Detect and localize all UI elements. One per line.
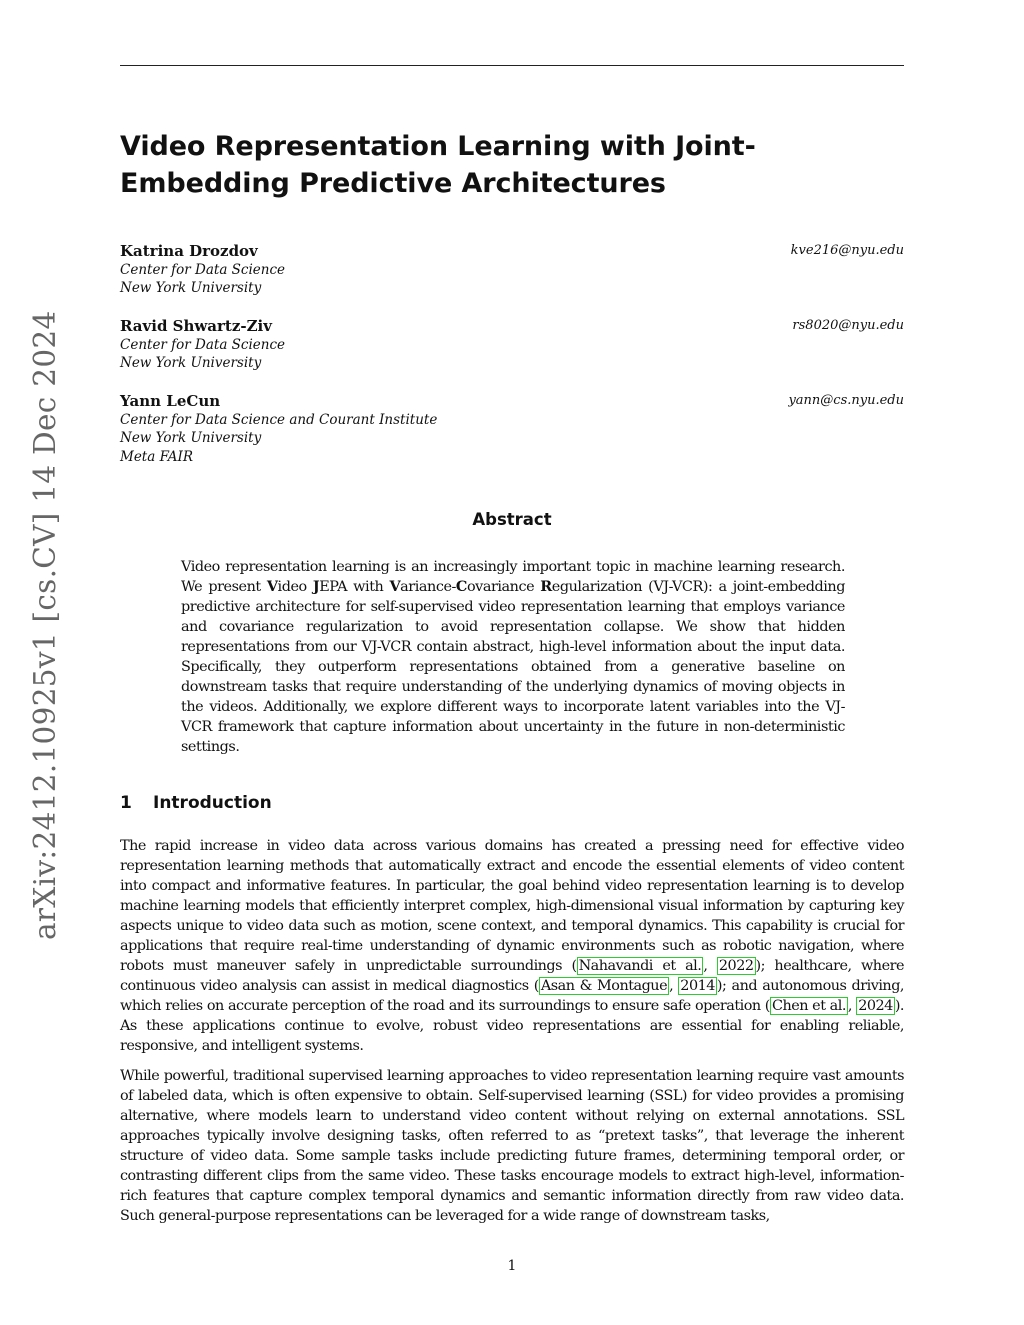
- section-title: Introduction: [153, 793, 272, 813]
- author-name: Yann LeCun: [120, 392, 221, 410]
- citation-year-link[interactable]: 2022: [718, 958, 754, 974]
- author-email[interactable]: yann@cs.nyu.edu: [788, 393, 904, 408]
- intro-paragraph: The rapid increase in video data across various domains has created a pressing need for effective video representation learning methods that automatically extract and encode the essential elements of video content into compact and informative features. In particular, the goal behind video representation learning is to develop machine learning models that efficiently interpret complex, high-dimensional visual information by capturing key aspects unique to video data such as motion, scene context, and temporal dynamics. This capability is crucial for applications that require real-time understanding of dynamic environments such as robotic navigation, where robots must maneuver safely in unpredictable surroundings ( Nahavandi et al. , 2022 ); healthcare, where continuous video analysis can assist in medical diagnostics ( Asan & Montague , 2014 ); and autonomous driving, which relies on accurate perception of the road and its surroundings to ensure safe operation ( Chen et al. , 2024 ). As these applications continue to evolve, robust video representations are essential for enabling reliable, responsive, and intelligent systems.: [120, 838, 905, 1054]
- abstract-heading: Abstract: [472, 510, 552, 529]
- author-affiliation: New York University: [120, 280, 262, 296]
- author-affiliation: Center for Data Science and Courant Institute: [120, 411, 438, 428]
- top-rule: [120, 65, 904, 66]
- page-number: 1: [507, 1258, 517, 1274]
- abstract-text: Video representation learning is an increasingly important topic in machine learning research. We present Video JEPA with Variance-Covariance Regularization (VJ-VCR): a joint-embedding predictive architecture for self-supervised video representation learning that employs variance and covariance regularization to avoid representation collapse. We show that hidden representations from our VJ-VCR contain abstract, high-level information about the input data. Specifically, they outperform representations obtained from a generative baseline on downstream tasks that require understanding of the underlying dynamics of moving objects in the videos. Additionally, we explore different ways to incorporate latent variables into the VJ-VCR framework that capture information about uncertainty in the future in non-deterministic settings.: [181, 559, 845, 755]
- author-affiliation: New York University: [120, 355, 262, 371]
- citation-year-link[interactable]: 2014: [680, 978, 715, 994]
- author-affiliation: Meta FAIR: [120, 448, 194, 465]
- citation-link[interactable]: Nahavandi et al.: [578, 958, 702, 974]
- citation-link[interactable]: Chen et al.: [771, 998, 846, 1014]
- author-affiliation: Center for Data Science: [120, 336, 286, 353]
- section-number: 1: [120, 793, 132, 813]
- author-email[interactable]: kve216@nyu.edu: [790, 243, 904, 258]
- arxiv-identifier[interactable]: arXiv:2412.10925v1 [cs.CV] 14 Dec 2024: [28, 310, 62, 940]
- author-email[interactable]: rs8020@nyu.edu: [792, 318, 904, 333]
- paper-title: Video Representation Learning with Joint-Embedding Predictive Architectures: [120, 131, 756, 199]
- author-name: Ravid Shwartz-Ziv: [120, 317, 272, 335]
- citation-link[interactable]: Asan & Montague: [540, 978, 668, 994]
- citation-year-link[interactable]: 2024: [858, 998, 893, 1014]
- section-heading: [120, 793, 272, 813]
- intro-paragraph: While powerful, traditional supervised learning approaches to video representation learning require vast amounts of labeled data, which is often expensive to obtain. Self-supervised learning (SSL) for video provides a promising alternative, where models learn to understand video content without relying on external annotations. SSL approaches typically involve designing tasks, often referred to as “pretext tasks”, that leverage the inherent structure of video data. Some sample tasks include predicting future frames, determining temporal order, or contrasting different clips from the same video. These tasks encourage models to extract high-level, information-rich features that capture complex temporal dynamics and semantic information directly from raw video data. Such general-purpose representations can be leveraged for a wide range of downstream tasks,: [120, 1068, 904, 1224]
- author-block: [120, 317, 904, 373]
- author-affiliation: New York University: [120, 430, 262, 446]
- author-block: [120, 242, 904, 298]
- author-block: [120, 392, 904, 466]
- author-name: Katrina Drozdov: [120, 242, 258, 260]
- author-affiliation: Center for Data Science: [120, 261, 286, 278]
